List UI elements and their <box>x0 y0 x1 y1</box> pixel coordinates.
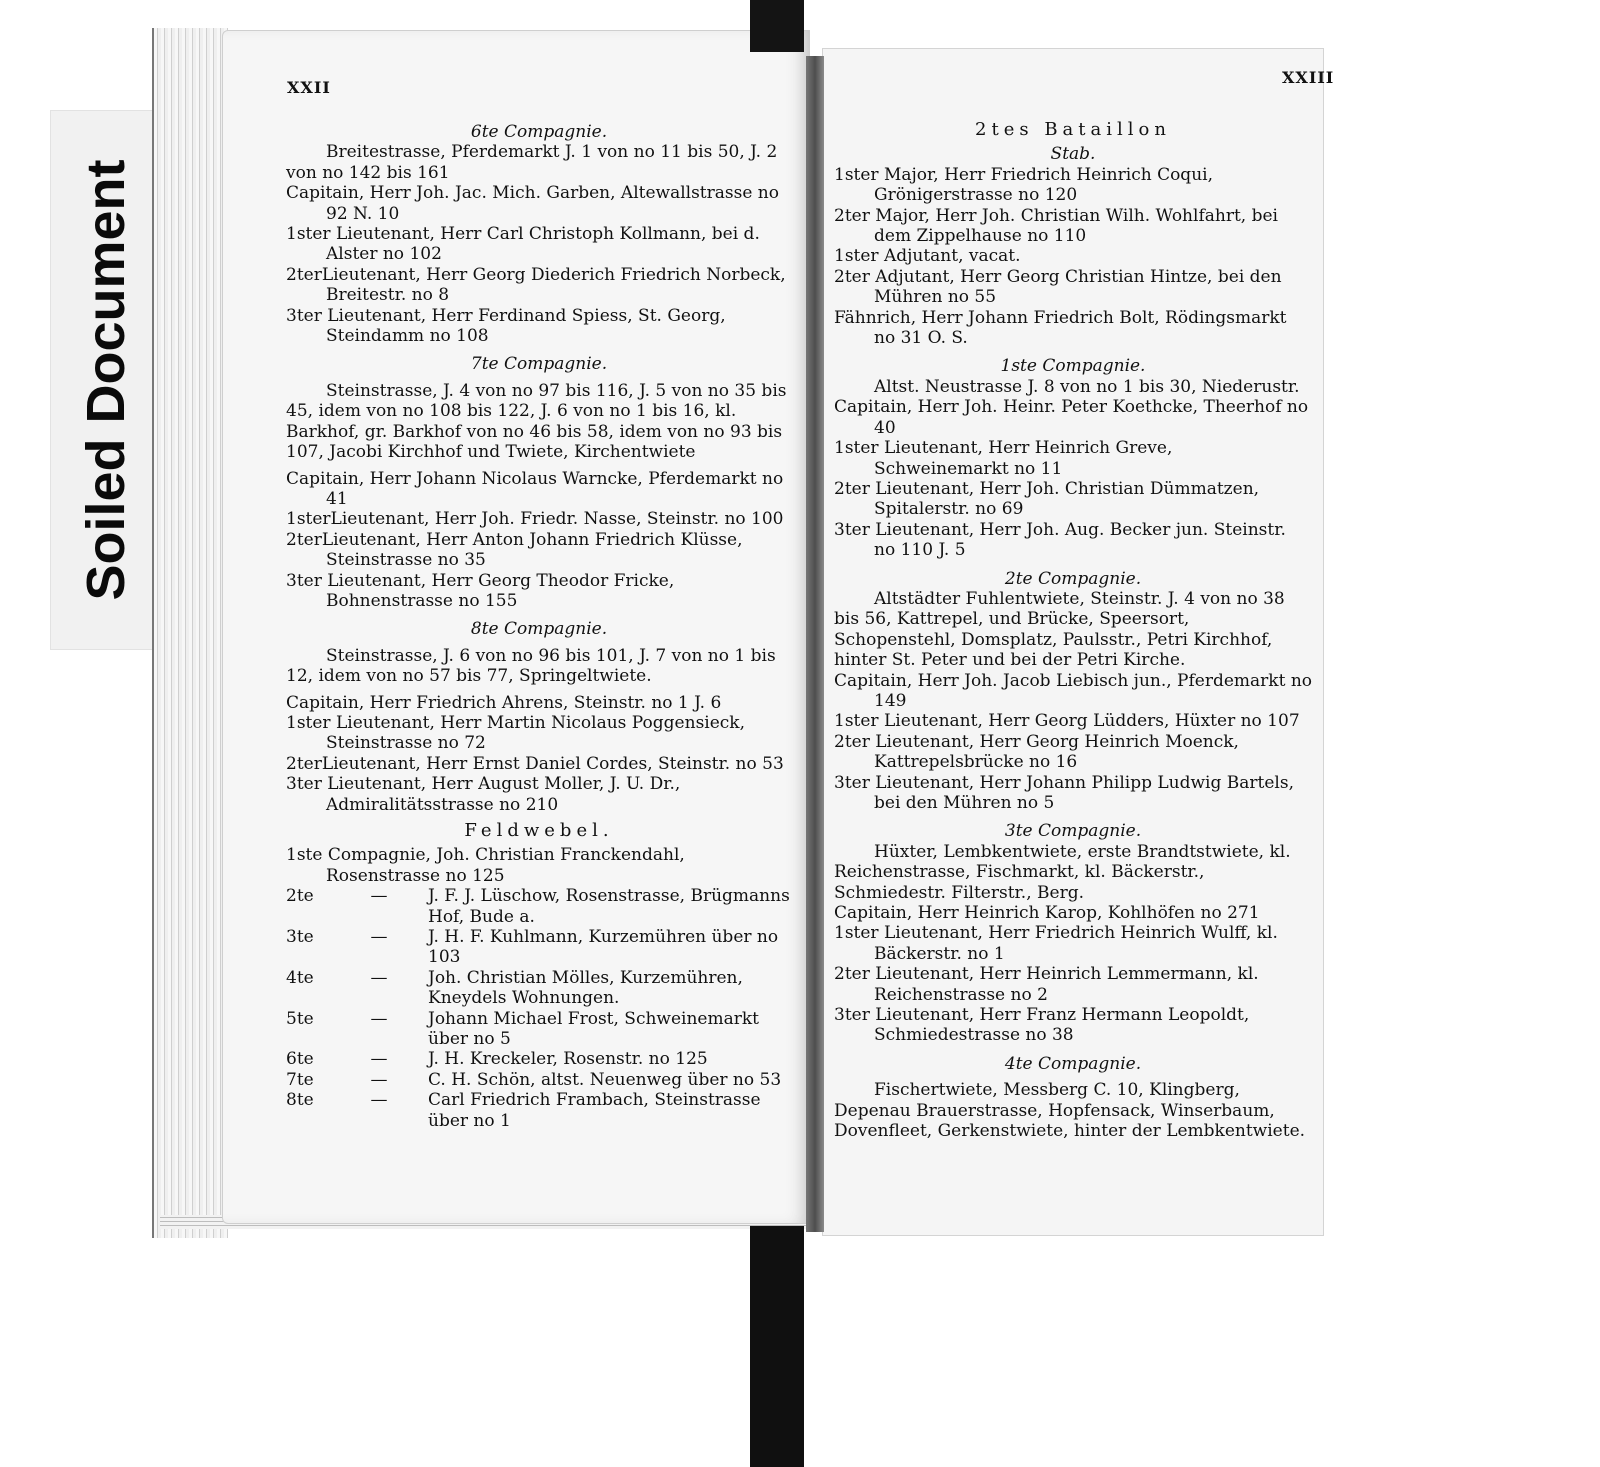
company-heading: 7te Compagnie. <box>470 354 608 375</box>
company-heading: 6te Compagnie. <box>470 122 608 142</box>
street-list: Altst. Neustrasse J. 8 von no 1 bis 30, Niederustr. <box>874 376 1300 397</box>
staff-entry: 1ster Major, Herr Friedrich Heinrich Coqui, Grönigerstrasse no 120 <box>834 164 1213 206</box>
staff-entry: Fähnrich, Herr Johann Friedrich Bolt, Rödingsmarkt no 31 O. S. <box>834 307 1287 349</box>
officer-entry: 3ter Lieutenant, Herr Ferdinand Spiess, St. Georg, Steindamm no 108 <box>286 305 726 347</box>
feldwebel-row <box>286 927 792 968</box>
feldwebel-ordinal: 3te <box>286 927 314 948</box>
officer-entry: Capitain, Herr Joh. Jac. Mich. Garben, Altewallstrasse no 92 N. 10 <box>286 183 779 224</box>
feldwebel-text: J. H. Kreckeler, Rosenstr. no 125 <box>428 1049 708 1070</box>
feldwebel-row <box>286 1090 792 1131</box>
street-list: Altstädter Fuhlentwiete, Steinstr. J. 4 von no 38 bis 56, Kattrepel, und Brücke, Speersort, Schopenstehl, Domsplatz, Paulsstr., Petri Kirchhof, hinter St. Peter und bei der Petri Kirche. <box>834 588 1285 671</box>
feldwebel-row <box>286 1009 792 1050</box>
street-list: Steinstrasse, J. 6 von no 96 bis 101, J. 7 von no 1 bis 12, idem von no 57 bis 77, Springeltwiete. <box>286 645 776 687</box>
company-heading: 3te Compagnie. <box>1004 821 1142 842</box>
feldwebel-text: Carl Friedrich Frambach, Steinstrasse über no 1 <box>428 1090 761 1131</box>
feldwebel-row <box>286 886 792 927</box>
officer-entry: 3ter Lieutenant, Herr Franz Hermann Leopoldt, Schmiedestrasse no 38 <box>834 1005 1250 1046</box>
feldwebel-ordinal: 2te <box>286 886 314 907</box>
feldwebel-text: Joh. Christian Mölles, Kurzemühren, Kneydels Wohnungen. <box>428 967 743 1009</box>
feldwebel-ordinal: 5te <box>286 1008 314 1029</box>
ditto-dash: — <box>370 1069 388 1090</box>
page-number-left: XXII <box>287 78 331 97</box>
left-page-text <box>286 122 792 1131</box>
street-list: Breitestrasse, Pferdemarkt J. 1 von no 11 bis 50, J. 2 von no 142 bis 161 <box>286 142 778 183</box>
officer-entry: 3ter Lieutenant, Herr Joh. Aug. Becker jun. Steinstr. no 110 J. 5 <box>834 519 1286 561</box>
officer-entry: Capitain, Herr Joh. Jacob Liebisch jun., Pferdemarkt no 149 <box>834 670 1313 711</box>
company-heading: 4te Compagnie. <box>1004 1053 1142 1074</box>
officer-entry: 1ster Lieutenant, Herr Carl Christoph Kollmann, bei d. Alster no 102 <box>286 224 760 265</box>
bookmark-ribbon-bottom <box>750 1226 804 1467</box>
ditto-dash: — <box>370 886 388 907</box>
feldwebel-first-entry: 1ste Compagnie, Joh. Christian Franckendahl, Rosenstrasse no 125 <box>286 845 685 886</box>
officer-entry: 3ter Lieutenant, Herr Johann Philipp Ludwig Bartels, bei den Mühren no 5 <box>834 772 1294 813</box>
feldwebel-ordinal: 4te <box>286 967 314 988</box>
right-page-text <box>834 120 1312 1142</box>
street-list: Steinstrasse, J. 4 von no 97 bis 116, J. 5 von no 35 bis 45, idem von no 108 bis 122, J. 6 von no 1 bis 16, kl. Barkhof, gr. Barkhof von no 46 bis 58, idem von no 93 bis 107, Jacobi Kirchhof und Twiete, Kirchentwiete <box>286 380 787 463</box>
bookmark-ribbon-top <box>750 0 804 52</box>
officer-entry: 3ter Lieutenant, Herr August Moller, J. U. Dr., Admiralitätsstrasse no 210 <box>286 774 681 815</box>
officer-entry: 2ter Lieutenant, Herr Joh. Christian Dümmatzen, Spitalerstr. no 69 <box>834 478 1260 520</box>
officer-entry: 2ter Lieutenant, Herr Heinrich Lemmermann, kl. Reichenstrasse no 2 <box>834 964 1259 1005</box>
officer-entry: 2terLieutenant, Herr Anton Johann Friedrich Klüsse, Steinstrasse no 35 <box>286 529 743 571</box>
officer-entry: 1sterLieutenant, Herr Joh. Friedr. Nasse, Steinstr. no 100 <box>286 509 784 530</box>
officer-entry: 1ster Lieutenant, Herr Georg Lüdders, Hüxter no 107 <box>834 711 1300 732</box>
feldwebel-text: J. H. F. Kuhlmann, Kurzemühren über no 103 <box>428 927 779 968</box>
feldwebel-ordinal: 8te <box>286 1090 314 1111</box>
feldwebel-row <box>286 968 792 1009</box>
battalion-title: 2tes Bataillon <box>975 119 1171 140</box>
ditto-dash: — <box>370 927 388 948</box>
officer-entry: Capitain, Herr Johann Nicolaus Warncke, Pferdemarkt no 41 <box>286 468 784 509</box>
officer-entry: 1ster Lieutenant, Herr Friedrich Heinrich Wulff, kl. Bäckerstr. no 1 <box>834 923 1278 964</box>
officer-entry: 2terLieutenant, Herr Ernst Daniel Cordes, Steinstr. no 53 <box>286 753 784 774</box>
ditto-dash: — <box>370 1049 388 1070</box>
officer-entry: 1ster Lieutenant, Herr Martin Nicolaus Poggensieck, Steinstrasse no 72 <box>286 712 746 754</box>
company-heading: 2te Compagnie. <box>1004 568 1142 589</box>
officer-entry: 1ster Lieutenant, Herr Heinrich Greve, Schweinemarkt no 11 <box>834 438 1173 479</box>
company-heading: 1ste Compagnie. <box>1000 356 1146 377</box>
feldwebel-heading: Feldwebel. <box>464 820 614 841</box>
officer-entry: Capitain, Herr Heinrich Karop, Kohlhöfen no 271 <box>834 903 1260 924</box>
staff-entry: 2ter Major, Herr Joh. Christian Wilh. Wohlfahrt, bei dem Zippelhause no 110 <box>834 205 1278 247</box>
feldwebel-ordinal: 7te <box>286 1069 314 1090</box>
company-heading: 8te Compagnie. <box>470 619 608 640</box>
street-list: Fischertwiete, Messberg C. 10, Klingberg, Depenau Brauerstrasse, Hopfensack, Winserbaum, Dovenfleet, Gerkenstwiete, hinter der Lembkentwiete. <box>834 1080 1306 1142</box>
staff-entry: 2ter Adjutant, Herr Georg Christian Hintze, bei den Mühren no 55 <box>834 266 1282 308</box>
officer-entry: Capitain, Herr Friedrich Ahrens, Steinstr. no 1 J. 6 <box>286 692 722 713</box>
soiled-document-label: Soiled Document <box>76 159 136 601</box>
book-gutter <box>806 56 824 1232</box>
officer-entry: 2ter Lieutenant, Herr Georg Heinrich Moenck, Kattrepelsbrücke no 16 <box>834 731 1239 773</box>
feldwebel-text: Johann Michael Frost, Schweinemarkt über no 5 <box>428 1008 759 1050</box>
officer-entry: 3ter Lieutenant, Herr Georg Theodor Fricke, Bohnenstrasse no 155 <box>286 570 675 611</box>
stab-heading: Stab. <box>1050 144 1096 165</box>
page-edges-left <box>152 28 228 1238</box>
feldwebel-ordinal: 6te <box>286 1049 314 1070</box>
staff-entry: 1ster Adjutant, vacat. <box>834 246 1021 267</box>
officer-entry: Capitain, Herr Joh. Heinr. Peter Koethcke, Theerhof no 40 <box>834 397 1309 438</box>
ditto-dash: — <box>370 967 388 988</box>
officer-entry: 2terLieutenant, Herr Georg Diederich Friedrich Norbeck, Breitestr. no 8 <box>286 264 786 306</box>
feldwebel-text: J. F. J. Lüschow, Rosenstrasse, Brügmanns Hof, Bude a. <box>428 886 790 927</box>
ditto-dash: — <box>370 1008 388 1029</box>
feldwebel-text: C. H. Schön, altst. Neuenweg über no 53 <box>428 1069 782 1090</box>
feldwebel-row <box>286 1070 792 1090</box>
page-number-right: XXIII <box>1282 68 1335 87</box>
ditto-dash: — <box>370 1090 388 1111</box>
feldwebel-row <box>286 1049 792 1069</box>
street-list: Hüxter, Lembkentwiete, erste Brandtstwiete, kl. Reichenstrasse, Fischmarkt, kl. Bäckerstr., Schmiedestr. Filterstr., Berg. <box>834 841 1291 903</box>
